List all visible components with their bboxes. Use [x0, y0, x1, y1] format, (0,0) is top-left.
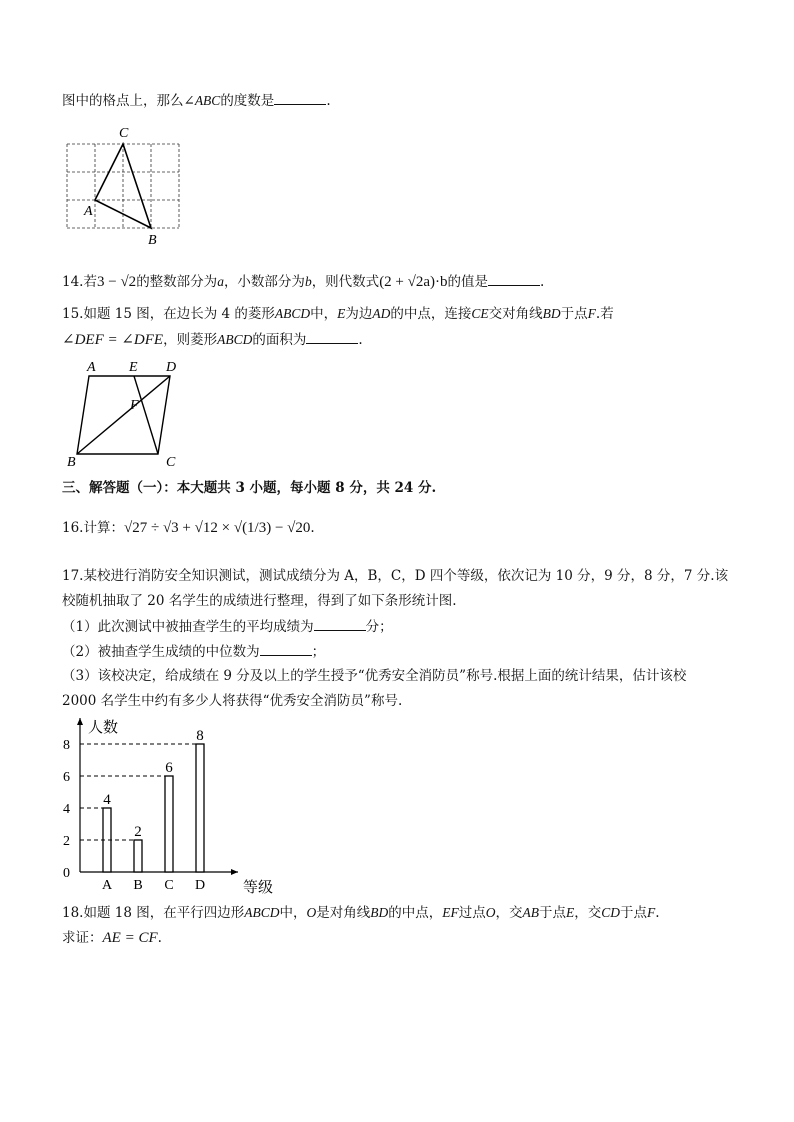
q13-text-post: 的度数是 [220, 93, 275, 109]
q17-part1: （1）此次测试中被抽查学生的平均成绩为 分； [62, 616, 393, 637]
question-15-line2: ∠DEF = ∠DFE，则菱形ABCD的面积为 . [62, 329, 363, 350]
q17-bar-chart [58, 712, 298, 896]
y-tick-label: 4 [63, 802, 70, 817]
question-15-line1: 15.如题 15 图，在边长为 4 的菱形ABCD中，E为边AD的中点，连接CE交对角线BD于点F.若 [62, 306, 614, 322]
question-16: 16.计算：√27 ÷ √3 + √12 × √(1/3) − √20. [62, 520, 315, 536]
segment-ce [134, 376, 158, 454]
q17-part3-line1: （3）该校决定，给成绩在 9 分及以上的学生授予“优秀安全消防员”称号.根据上面的统计结果，估计该校 [62, 668, 687, 684]
y-tick-label: 2 [63, 834, 70, 849]
y-axis-arrow [77, 718, 83, 725]
x-tick-label: D [194, 878, 206, 893]
q18-proof-goal: AE = CF [102, 930, 158, 946]
question-18-line2: 求证：AE = CF. [62, 930, 162, 946]
q15-angle-equation: ∠DEF = ∠DFE [62, 332, 164, 348]
q14-answer-blank[interactable] [488, 271, 540, 286]
label-b: B [67, 455, 76, 470]
diagonal-bd [77, 376, 170, 454]
bar-value-label: 2 [134, 824, 142, 840]
q13-answer-blank[interactable] [274, 90, 326, 105]
label-b: B [148, 233, 157, 247]
bar-value-label: 8 [196, 728, 204, 744]
q14-expression-2: (2 + √2a)·b [379, 274, 448, 290]
bar-value-label: 4 [103, 792, 111, 808]
bar [196, 744, 204, 872]
q15-rhombus-figure [62, 356, 192, 471]
question-14: 14.若3 − √2的整数部分为a，小数部分为b，则代数式(2 + √2a)·b的值是 . [62, 271, 544, 292]
q13-tail-line: 图中的格点上，那么∠ABC的度数是 . [62, 90, 331, 111]
q17-median-blank[interactable] [260, 641, 312, 656]
bar-value-label: 6 [165, 760, 173, 776]
q17-part3-line2: 2000 名学生中约有多少人将获得“优秀安全消防员”称号. [62, 693, 403, 709]
q13-text-pre: 图中的格点上，那么∠ [62, 93, 195, 109]
y-tick-label: 6 [63, 770, 70, 785]
question-18-line1: 18.如题 18 图，在平行四边形ABCD中，O是对角线BD的中点，EF过点O，交AB于点E，交CD于点F. [62, 905, 660, 921]
label-d: D [166, 360, 177, 375]
x-axis-arrow [231, 869, 238, 875]
y-axis-label: 人数 [88, 720, 119, 736]
q13-angle-name: ABC [194, 93, 221, 108]
q13-grid-figure [55, 122, 195, 247]
q17-part2: （2）被抽查学生成绩的中位数为 ； [62, 641, 325, 662]
y-tick-label: 0 [63, 866, 70, 881]
label-f: F [130, 398, 139, 413]
q17-average-blank[interactable] [314, 616, 366, 631]
section-3-heading: 三、解答题（一）：本大题共 3 小题，每小题 8 分，共 24 分. [62, 480, 437, 496]
q17-line1: 17.某校进行消防安全知识测试，测试成绩分为 A，B，C，D 四个等级，依次记为 10 分，9 分，8 分，7 分.该 [62, 568, 729, 584]
label-c: C [166, 455, 176, 470]
y-tick-label: 8 [63, 738, 70, 753]
bar [165, 776, 173, 872]
label-c: C [119, 126, 129, 141]
q17-line2: 校随机抽取了 20 名学生的成绩进行整理，得到了如下条形统计图. [62, 593, 457, 609]
x-axis-label: 等级 [243, 880, 274, 896]
label-a: A [87, 360, 96, 375]
q14-expression: 3 − √2 [96, 274, 137, 290]
x-tick-label: A [101, 878, 113, 893]
x-tick-label: B [133, 878, 143, 893]
label-e: E [129, 360, 138, 375]
q15-answer-blank[interactable] [306, 329, 358, 344]
q16-expression: √27 ÷ √3 + √12 × √(1/3) − √20 [123, 520, 311, 536]
bar [134, 840, 142, 872]
label-a: A [84, 204, 93, 219]
x-tick-label: C [164, 878, 174, 893]
